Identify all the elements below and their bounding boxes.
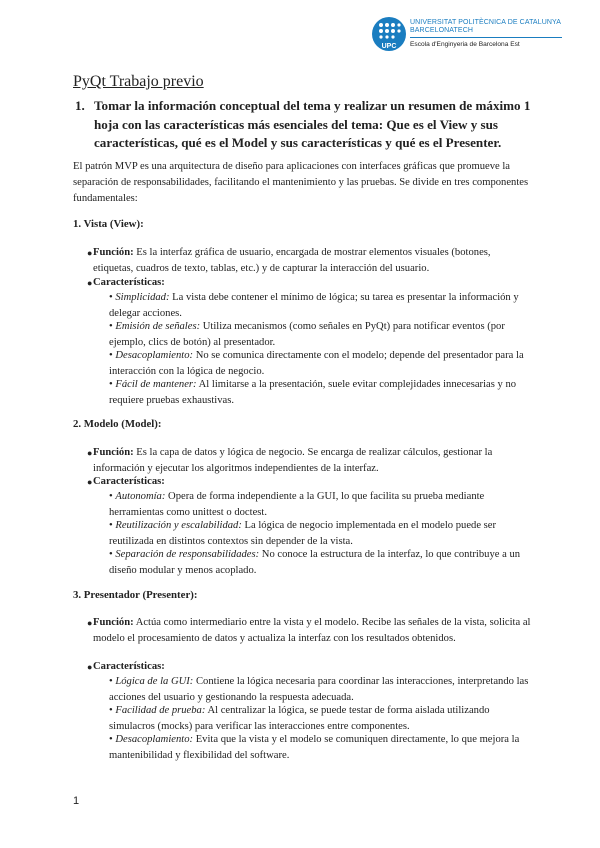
presenter-caracteristicas <box>87 659 531 675</box>
bullet-icon: ● <box>87 248 93 258</box>
page-number: 1 <box>73 795 80 807</box>
logo-divider <box>410 37 562 38</box>
caracteristicas-label: Características: <box>93 476 165 487</box>
upc-logo-text: UPC <box>381 43 397 50</box>
page-title: PyQt Trabajo previo <box>73 73 204 90</box>
question-1 <box>75 97 535 153</box>
model-sub-3: • Separación de responsabilidades: No conoce la estructura de la interfaz, lo que contribuye a un diseño modular y menos acoplado. <box>109 549 521 576</box>
view-funcion <box>87 245 531 277</box>
presenter-funcion <box>87 615 531 647</box>
view-sub-4: • Fácil de mantener: Al limitarse a la presentación, suele evitar complejidades innecesarias y no requiere pruebas exhaustivas. <box>109 379 517 406</box>
bullet-icon: ● <box>87 278 93 288</box>
bullet-icon: ● <box>87 477 93 487</box>
university-name: UNIVERSITAT POLITÈCNICA DE CATALUNYA <box>410 19 562 26</box>
caracteristicas-label: Características: <box>93 661 165 672</box>
upc-logo <box>372 17 572 59</box>
model-caracteristicas <box>87 474 531 490</box>
intro-paragraph: El patrón MVP es una arquitectura de diseño para aplicaciones con interfaces gráficas que promueve la separación de responsabilidades, facilitando el mantenimiento y las pruebas. Se divide en tres componentes fundamentales: <box>73 161 529 204</box>
presenter-sub-1: • Lógica de la GUI: Contiene la lógica necesaria para coordinar las interacciones, interpretando las acciones del usuario y gestionando la respuesta adecuada. <box>109 676 529 703</box>
view-sub-3: • Desacoplamiento: No se comunica directamente con el modelo; depende del presentador para la interacción con la lógica de negocio. <box>109 350 524 377</box>
section-heading-model: 2. Modelo (Model): <box>73 418 162 430</box>
funcion-text: Es la capa de datos y lógica de negocio. Se encarga de realizar cálculos, gestionar la información y ejecutar los algoritmos independientes de la interfaz. <box>93 447 493 474</box>
section-heading-view: 1. Vista (View): <box>73 218 144 230</box>
funcion-text: Es la interfaz gráfica de usuario, encargada de mostrar elementos visuales (botones, etiquetas, cuadros de texto, tablas, etc.) y de capturar la interacción del usuario. <box>93 247 491 274</box>
presenter-sub-2: • Facilidad de prueba: Al centralizar la lógica, se puede testar de forma aislada utilizando simulacros (mocks) para verificar las interacciones entre componentes. <box>109 705 490 732</box>
school-name: Escola d'Enginyeria de Barcelona Est <box>410 41 520 48</box>
presenter-sub-3: • Desacoplamiento: Evita que la vista y el modelo se comuniquen directamente, lo que mejora la mantenibilidad y flexibilidad del software. <box>109 734 520 761</box>
bullet-icon: ● <box>87 662 93 672</box>
model-sub-2: • Reutilización y escalabilidad: La lógica de negocio implementada en el modelo puede ser reutilizada en distintos contextos sin depender de la vista. <box>109 520 497 547</box>
upc-logo-icon <box>372 17 406 51</box>
view-sub-2: • Emisión de señales: Utiliza mecanismos (como señales en PyQt) para notificar eventos (por ejemplo, clics de botón) al presentador. <box>109 321 505 348</box>
caracteristicas-label: Características: <box>93 277 165 288</box>
question-number: 1. <box>75 98 85 113</box>
funcion-label: Función: <box>93 447 134 458</box>
question-text: Tomar la información conceptual del tema y realizar un resumen de máximo 1 hoja con las características más esenciales del tema: Que es el View y sus características, qué es el Model y sus características y qué es el Presenter. <box>94 98 531 150</box>
bullet-icon: ● <box>87 448 93 458</box>
barcelonatech: BARCELONATECH <box>410 27 474 34</box>
model-funcion <box>87 445 531 477</box>
funcion-label: Función: <box>93 247 134 258</box>
section-heading-presenter: 3. Presentador (Presenter): <box>73 589 198 601</box>
model-sub-1: • Autonomía: Opera de forma independiente a la GUI, lo que facilita su prueba mediante herramientas como unittest o doctest. <box>109 491 485 518</box>
bullet-icon: ● <box>87 618 93 628</box>
view-caracteristicas <box>87 275 531 291</box>
funcion-label: Función: <box>93 617 134 628</box>
funcion-text: Actúa como intermediario entre la vista y el modelo. Recibe las señales de la vista, solicita al modelo el procesamiento de datos y actualiza la interfaz con los resultados obtenidos. <box>93 617 531 644</box>
view-sub-1: • Simplicidad: La vista debe contener el mínimo de lógica; su tarea es presentar la información y delegar acciones. <box>109 292 519 319</box>
